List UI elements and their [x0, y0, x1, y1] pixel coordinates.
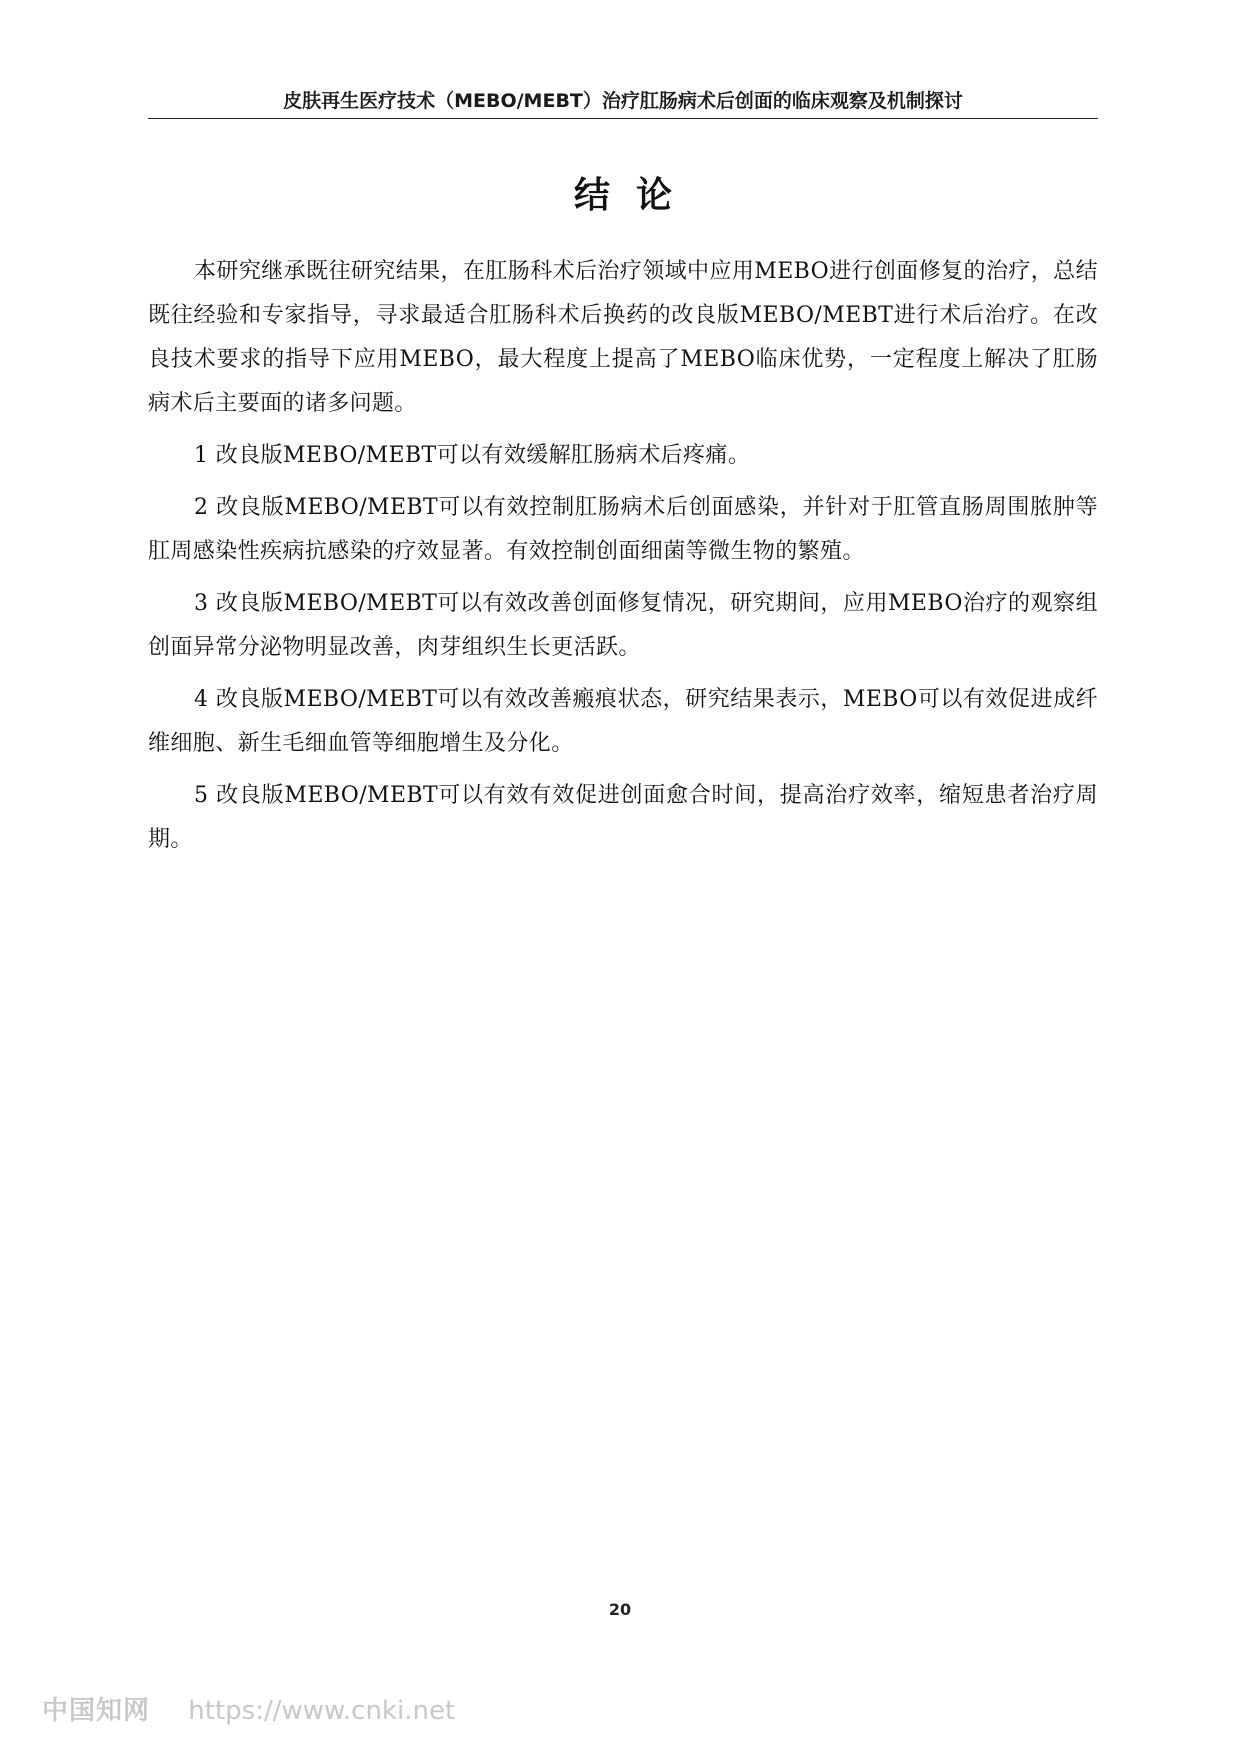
running-header: 皮肤再生医疗技术（MEBO/MEBT）治疗肛肠病术后创面的临床观察及机制探讨 — [283, 90, 963, 112]
page-number: 20 — [608, 1600, 632, 1619]
body-text — [148, 250, 1098, 870]
paragraph-intro: 本研究继承既往研究结果，在肛肠科术后治疗领域中应用MEBO进行创面修复的治疗，总结既往经验和专家指导，寻求最适合肛肠科术后换药的改良版MEBO/MEBT进行术后治疗。在改良技术要求的指导下应用MEBO，最大程度上提高了MEBO临床优势，一定程度上解决了肛肠病术后主要面的诸多问题。 — [148, 259, 1098, 416]
section-title: 结论 — [573, 175, 698, 216]
watermark — [42, 1690, 455, 1727]
header-divider — [148, 118, 1098, 119]
paragraph-conclusion-3: 3 改良版MEBO/MEBT可以有效改善创面修复情况，研究期间，应用MEBO治疗的观察组创面异常分泌物明显改善，肉芽组织生长更活跃。 — [148, 591, 1098, 660]
paragraph-conclusion-5: 5 改良版MEBO/MEBT可以有效有效促进创面愈合时间，提高治疗效率，缩短患者治疗周期。 — [148, 783, 1098, 852]
watermark-url[interactable]: https://www.cnki.net — [188, 1696, 456, 1726]
paragraph-conclusion-4: 4 改良版MEBO/MEBT可以有效改善瘢痕状态，研究结果表示，MEBO可以有效促进成纤维细胞、新生毛细血管等细胞增生及分化。 — [148, 687, 1098, 756]
watermark-brand: 中国知网 — [42, 1696, 151, 1726]
paragraph-conclusion-1: 1 改良版MEBO/MEBT可以有效缓解肛肠病术后疼痛。 — [194, 443, 751, 468]
paragraph-conclusion-2: 2 改良版MEBO/MEBT可以有效控制肛肠病术后创面感染，并针对于肛管直肠周围脓肿等肛周感染性疾病抗感染的疗效显著。有效控制创面细菌等微生物的繁殖。 — [148, 495, 1098, 564]
